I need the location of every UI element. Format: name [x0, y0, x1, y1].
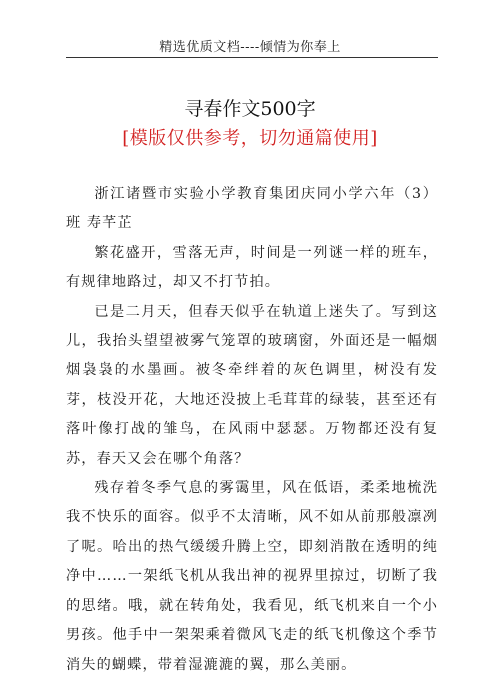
body-paragraph: 残存着冬季气息的雾霭里，风在低语，柔柔地梳洗我不快乐的面容。似乎不太清晰，风不如从前那般凛冽了呢。哈出的热气缓缓升腾上空，即刻消散在透明的纯净中……一架纸飞机从我出神的视界里掠过，切断了我的思绪。哦，就在转角处，我看见，纸飞机来自一个小男孩。他手中一架架乘着微风飞走的纸飞机像这个季节消失的蝴蝶，带着湿漉漉的翼，那么美丽。 — [66, 480, 438, 673]
body-paragraph: 已是二月天，但春天似乎在轨道上迷失了。写到这儿，我抬头望望被雾气笼罩的玻璃窗，外面还是一幅烟烟袅袅的水墨画。被冬牵绊着的灰色调里，树没有发芽，枝没开花，大地还没披上毛茸茸的绿装，甚至还有落叶像打战的雏鸟，在风雨中瑟瑟。万物都还没有复苏，春天又会在哪个角落？ — [66, 303, 438, 467]
document-subtitle: [模版仅供参考，切勿通篇使用] — [122, 128, 378, 149]
author-line: 浙江诸暨市实验小学教育集团庆同小学六年（3）班 寿芊芷 — [66, 186, 438, 232]
document-body — [66, 180, 438, 680]
body-paragraph: 繁花盛开，雪落无声，时间是一列谜一样的班车，有规律地路过，却又不打节拍。 — [66, 244, 438, 291]
page-header: 精选优质文档----倾情为你奉上 — [159, 40, 341, 55]
document-title: 寻春作文500字 — [184, 98, 316, 120]
header-divider — [66, 57, 438, 58]
